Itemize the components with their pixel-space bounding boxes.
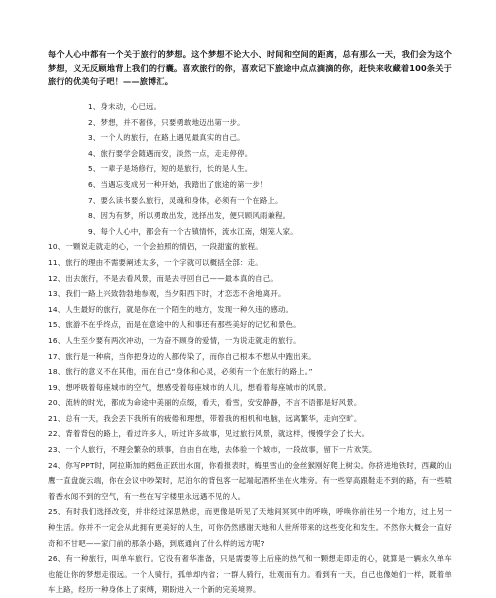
- item-number: 23、: [48, 445, 66, 455]
- list-item: [48, 286, 452, 302]
- list-item: [48, 146, 452, 162]
- item-number: 8、: [88, 211, 101, 221]
- item-number: 19、: [48, 382, 66, 392]
- item-text: 人生至少要有两次冲动，一为奋不顾身的爱情，一为说走就走的旅行。: [65, 335, 301, 345]
- item-text: 想呼吸着每座城市的空气，想感受着每座城市的人儿，想看着每座城市的风景。: [65, 382, 332, 392]
- item-number: 21、: [48, 413, 66, 423]
- item-number: 26、: [48, 554, 66, 564]
- item-text: 我们一路上兴致勃勃地参观，当夕阳西下时，才恋恋不舍地离开。: [65, 289, 286, 299]
- item-number: 20、: [48, 398, 66, 408]
- list-item: [48, 426, 452, 442]
- list-item: [48, 504, 452, 551]
- item-text: 旅游不在乎终点，而是在意途中的人和事还有那些美好的记忆和景色。: [65, 320, 301, 330]
- item-text: 你写PPT时，阿拉斯加的鳕鱼正跃出水面，你看报表时，梅里雪山的金丝猴刚好爬上树尖。你挤进地铁时，西藏的山鹰一直盘旋云端，你在会议中吵架时，尼泊尔的背包客一起端起酒杯坐在火堆旁。有一些穿高跟鞋走不到的路，有一些喷着香水闻不到的空气，有一些在写字楼里永远遇不见的人。: [48, 460, 452, 501]
- item-text: 一个人的旅行，在路上遇见最真实的自己。: [100, 133, 245, 143]
- item-number: 9、: [88, 226, 101, 236]
- item-text: 当遇忘变成另一种开始，我踏出了旅途的第一步！: [100, 179, 268, 189]
- item-number: 5、: [88, 164, 101, 174]
- item-number: 12、: [48, 273, 66, 283]
- item-text: 有时我们选择改变，并非经过深思熟虑，而更像是听见了天地间冥冥中的呼唤，呼唤你前往另一个地方，过上另一种生活。你并不一定会从此拥有更美好的人生，可你仍然感谢天地和人世所带来的这些变化和发生。不然你大概会一直好奇和不甘吧——家门前的那条小路，到底通向了什么样的远方呢?: [48, 507, 452, 548]
- list-item: [48, 442, 452, 458]
- item-text: 要么读书要么旅行，灵魂和身体，必须有一个在路上。: [100, 195, 283, 205]
- list-item: [48, 302, 452, 318]
- list-item: [48, 364, 452, 380]
- item-number: 15、: [48, 320, 66, 330]
- list-item: [48, 349, 452, 365]
- item-text: 人生最好的旅行，就是你在一个陌生的地方，发现一种久违的感动。: [65, 304, 294, 314]
- item-number: 11、: [48, 257, 66, 267]
- quote-list: [48, 99, 452, 598]
- list-item: [48, 177, 452, 193]
- list-item: [48, 99, 452, 115]
- item-number: 24、: [48, 460, 66, 470]
- item-text: 总有一天，我会丢下我所有的疲倦和理想，带着我的相机和电脑，远离繁华，走向空旷。: [65, 413, 362, 423]
- item-text: 一辈子是场修行，短的是旅行，长的是人生。: [100, 164, 253, 174]
- item-text: 旅行的理由不需要阐述太多，一个字就可以概括全部：走。: [65, 257, 263, 267]
- item-text: 有一种旅行，叫单车旅行。它没有奢华准备，只是需要等上后座的热气和一颗想走即走的心，就算是一辆永久单车也能让你的梦想走很远。一个人骑行，孤单却内省；一群人骑行，壮观而有力。看到有一天，自己也像她们一样，既着单车上路，经历一种身体上了束缚，期盼进入一个新的完美境界。: [48, 554, 452, 595]
- item-text: 因为有梦，所以勇敢出发，选择出发，便只顾风雨兼程。: [100, 211, 291, 221]
- item-text: 流转的时光，都成为命途中美丽的点缀，看天，看雪，安安静静，不言不语都是好风景。: [65, 398, 362, 408]
- list-item: [48, 380, 452, 396]
- list-item: [48, 208, 452, 224]
- item-number: 3、: [88, 133, 101, 143]
- item-number: 13、: [48, 289, 66, 299]
- item-number: 22、: [48, 429, 66, 439]
- list-item: [48, 458, 452, 505]
- item-number: 18、: [48, 367, 66, 377]
- list-item: [48, 255, 452, 271]
- item-text: 出去旅行，不是去看风景，而是去寻回自己——最本真的自己。: [65, 273, 278, 283]
- item-text: 一个人旅行，不理会繁杂的琐事，自由自在地，去体验一个城市，一段故事，留下一片欢笑。: [65, 445, 377, 455]
- item-number: 25、: [48, 507, 66, 517]
- item-number: 10、: [48, 242, 66, 252]
- item-number: 16、: [48, 335, 66, 345]
- item-text: 梦想，并不奢侈，只要勇敢地迈出第一步。: [100, 117, 245, 127]
- list-item: [48, 161, 452, 177]
- list-item: [48, 551, 452, 598]
- item-number: 14、: [48, 304, 66, 314]
- list-item: [48, 224, 452, 240]
- item-number: 4、: [88, 148, 101, 158]
- list-item: [48, 239, 452, 255]
- list-item: [48, 395, 452, 411]
- item-number: 2、: [88, 117, 101, 127]
- list-item: [48, 411, 452, 427]
- list-item: [48, 130, 452, 146]
- list-item: [48, 333, 452, 349]
- item-number: 7、: [88, 195, 101, 205]
- list-item: [48, 115, 452, 131]
- item-text: 每个人心中，都会有一个古镇情怀，流水江南，烟笼人家。: [100, 226, 298, 236]
- list-item: [48, 193, 452, 209]
- item-number: 1、: [88, 102, 101, 111]
- item-number: 6、: [88, 179, 101, 189]
- item-text: 旅行要学会随遇而安，淡然一点，走走停停。: [100, 148, 253, 158]
- list-item: [48, 317, 452, 333]
- intro-paragraph: 每个人心中都有一个关于旅行的梦想。这个梦想不论大小、时间和空间的距离，总有那么一天，我们会为这个梦想，义无反顾地背上我们的行囊。喜欢旅行的你，喜欢记下旅途中点点滴滴的你，赶快来收藏着100条关于旅行的优美句子吧！——旅博汇。: [48, 49, 452, 87]
- list-item: [48, 271, 452, 287]
- item-text: 身未动，心已远。: [100, 102, 162, 111]
- item-text: 旅行是一种病，当你把身边的人都传染了，而你自己根本不想从中跑出来。: [65, 351, 316, 361]
- item-number: 17、: [48, 351, 66, 361]
- item-text: 背着背包的路上，看过许多人，听过许多故事，见过旅行风景，就这样，慢慢学会了长大。: [65, 429, 370, 439]
- item-text: 旅行的意义不在其他，而在自己“身体和心灵，必须有一个在旅行的路上。”: [65, 367, 313, 377]
- item-text: 一颗说走就走的心，一个会拍照的情侣，一段甜蜜的旅程。: [65, 242, 263, 252]
